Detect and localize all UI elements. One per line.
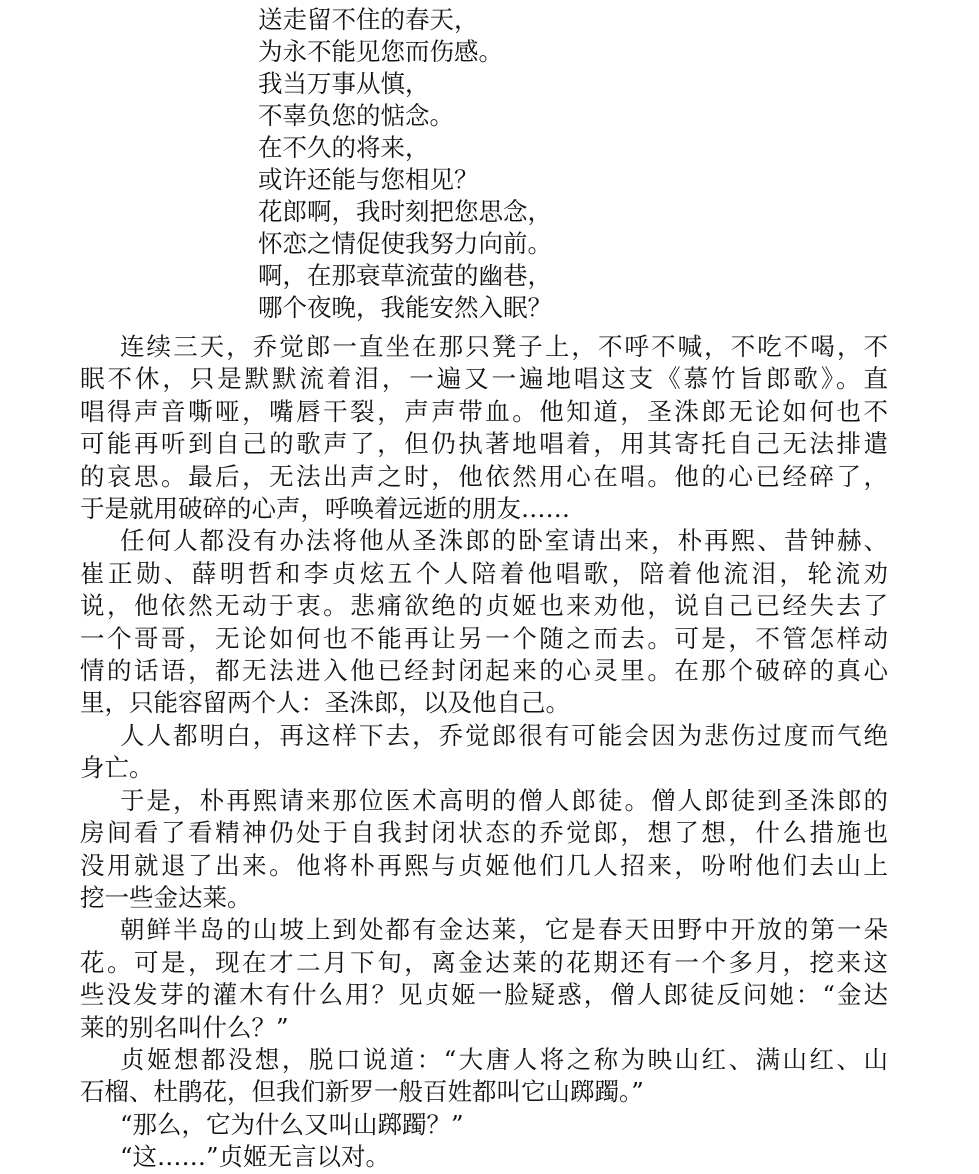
- poem-line: 怀恋之情促使我努力向前。: [258, 229, 552, 258]
- prose-line: “那么，它为什么又叫山踯躅？”: [120, 1109, 464, 1139]
- prose-line: 花。可是，现在才二月下旬，离金达莱的花期还有一个多月，挖来这: [80, 947, 888, 977]
- poem-line: 送走留不住的春天，: [258, 5, 479, 34]
- prose-line: 身亡。: [80, 753, 154, 783]
- prose-line: 于是，朴再熙请来那位医术高明的僧人郎徒。僧人郎徒到圣洙郎的: [120, 785, 888, 815]
- poem-line: 不辜负您的惦念。: [258, 101, 454, 130]
- prose-line: 可能再听到自己的歌声了，但仍执著地唱着，用其寄托自己无法排遣: [80, 429, 888, 459]
- prose-line: 朝鲜半岛的山坡上到处都有金达莱，它是春天田野中开放的第一朵: [120, 915, 888, 945]
- poem-block: [258, 4, 858, 324]
- prose-line: 人人都明白，再这样下去，乔觉郎很有可能会因为悲伤过度而气绝: [120, 720, 888, 750]
- poem-line: 哪个夜晚，我能安然入眠？: [258, 293, 552, 322]
- prose-line: 眠不休，只是默默流着泪，一遍又一遍地唱这支《慕竹旨郎歌》。直: [80, 364, 888, 394]
- prose-line: 贞姬想都没想，脱口说道：“大唐人将之称为映山红、满山红、山: [120, 1044, 888, 1074]
- poem-line: 我当万事从慎，: [258, 69, 430, 98]
- poem-line: 啊，在那衰草流萤的幽巷，: [258, 261, 552, 290]
- prose-block: [80, 331, 888, 1174]
- prose-line: 石榴、杜鹃花，但我们新罗一般百姓都叫它山踯躅。”: [80, 1077, 644, 1107]
- prose-line: 挖一些金达莱。: [80, 882, 252, 912]
- poem-line: 或许还能与您相见？: [258, 165, 479, 194]
- prose-line: 连续三天，乔觉郎一直坐在那只凳子上，不呼不喊，不吃不喝，不: [120, 332, 888, 361]
- prose-line: 没用就退了出来。他将朴再熙与贞姬他们几人招来，吩咐他们去山上: [80, 850, 888, 880]
- prose-line: 一个哥哥，无论如何也不能再让另一个随之而去。可是，不管怎样动: [80, 623, 888, 653]
- poem-line: 花郎啊，我时刻把您思念，: [258, 197, 552, 226]
- prose-line: 里，只能容留两个人：圣洙郎，以及他自己。: [80, 688, 570, 718]
- prose-line: 些没发芽的灌木有什么用？见贞姬一脸疑惑，僧人郎徒反问她：“金达: [80, 980, 888, 1010]
- prose-line: 唱得声音嘶哑，嘴唇干裂，声声带血。他知道，圣洙郎无论如何也不: [80, 396, 888, 426]
- prose-line: 莱的别名叫什么？”: [80, 1012, 289, 1042]
- prose-line: 任何人都没有办法将他从圣洙郎的卧室请出来，朴再熙、昔钟赫、: [120, 526, 888, 556]
- prose-line: 于是就用破碎的心声，呼唤着远逝的朋友……: [80, 494, 570, 524]
- prose-line: 情的话语，都无法进入他已经封闭起来的心灵里。在那个破碎的真心: [80, 656, 888, 686]
- prose-line: 崔正勋、薛明哲和李贞炫五个人陪着他唱歌，陪着他流泪，轮流劝: [80, 558, 888, 588]
- prose-line: “这……”贞姬无言以对。: [120, 1142, 391, 1172]
- prose-line: 的哀思。最后，无法出声之时，他依然用心在唱。他的心已经碎了，: [80, 461, 888, 491]
- prose-line: 房间看了看精神仍处于自我封闭状态的乔觉郎，想了想，什么措施也: [80, 818, 888, 848]
- poem-line: 为永不能见您而伤感。: [258, 37, 503, 66]
- poem-line: 在不久的将来，: [258, 133, 430, 162]
- prose-line: 说，他依然无动于衷。悲痛欲绝的贞姬也来劝他，说自己已经失去了: [80, 591, 888, 621]
